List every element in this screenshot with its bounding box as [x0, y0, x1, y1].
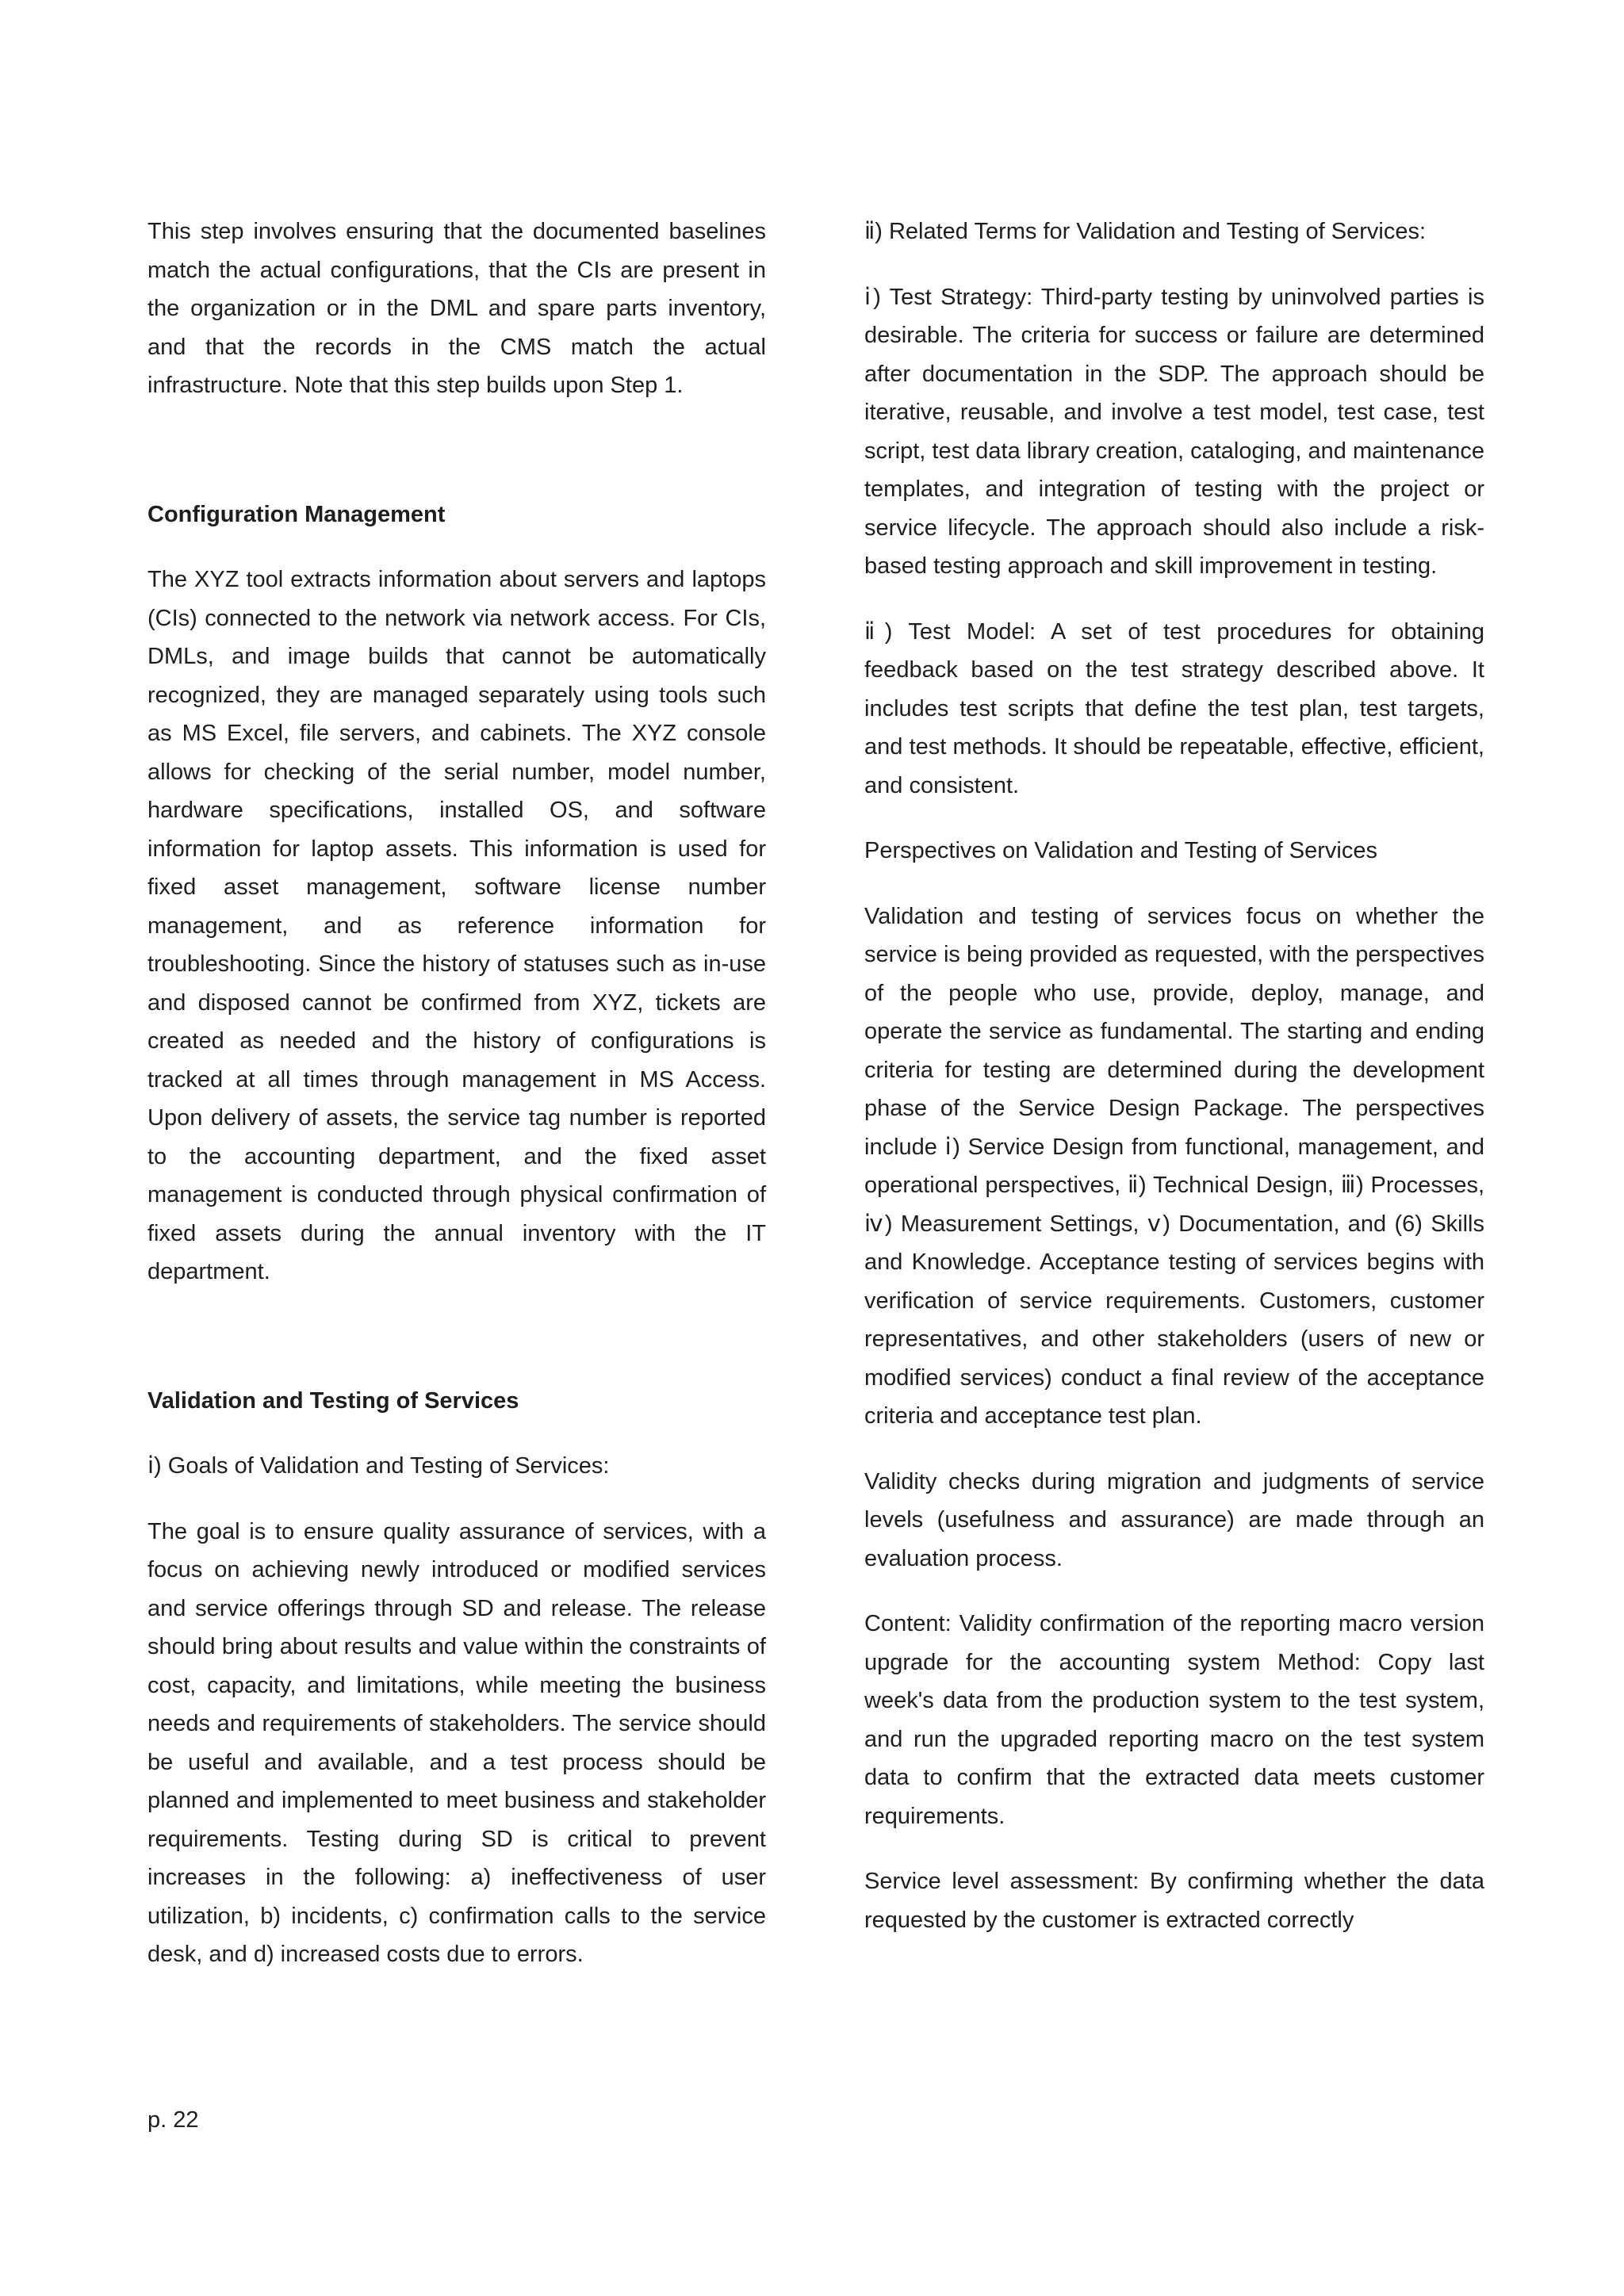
related-terms-title: ⅱ) Related Terms for Validation and Testing of Services: [864, 219, 1427, 244]
section-spacer [147, 1318, 766, 1382]
page-number: p. 22 [147, 2107, 199, 2133]
paragraph-perspectives: Validation and testing of services focus on whether the service is being provided as requested, with the perspectives of the people who use, provide, deploy, manage, and operate the service as fundamental. The starting and ending criteria for testing are determined during the development phase of the Service Design Package. The perspectives include ⅰ) Service Design from functional, management, and operational perspectives, ⅱ) Technical Design, ⅲ) Processes, ⅳ) Measurement Settings, ⅴ) Documentation, and (6) Skills and Knowledge. Acceptance testing of services begins with verification of service requirements. Customers, customer representatives, and other stakeholders (users of new or modified services) conduct a final review of the acceptance criteria and acceptance test plan. [864, 903, 1484, 1429]
section-spacer [147, 432, 766, 496]
paragraph-configuration-management: The XYZ tool extracts information about servers and laptops (CIs) connected to the network via network access. For CIs, DMLs, and image builds that cannot be automatically recognized, they are managed separately using tools such as MS Excel, file servers, and cabinets. The XYZ console allows for checking of the serial number, model number, hardware specifications, installed OS, and software information for laptop assets. This information is used for fixed asset management, software license number management, and as reference information for troubleshooting. Since the history of statuses such as in-use and disposed cannot be confirmed from XYZ, tickets are created as needed and the history of configurations is tracked at all times through management in MS Access. Upon delivery of assets, the service tag number is reported to the accounting department, and the fixed asset management is conducted through physical confirmation of fixed assets during the annual inventory with the IT department. [147, 567, 766, 1284]
left-column [147, 212, 766, 2001]
paragraph-test-model: ⅱ) Test Model: A set of test procedures for obtaining feedback based on the test strategy described above. It includes test scripts that define the test plan, test targets, and test methods. It should be repeatable, effective, efficient, and consistent. [864, 618, 1484, 798]
paragraph-validity-checks: Validity checks during migration and judgments of service levels (usefulness and assurance) are made through an evaluation process. [864, 1468, 1484, 1571]
heading-validation-testing: Validation and Testing of Services [147, 1387, 519, 1414]
right-column [864, 212, 1484, 1966]
goals-title: ⅰ) Goals of Validation and Testing of Services: [147, 1453, 610, 1479]
paragraph-service-level-assessment: Service level assessment: By confirming whether the data requested by the customer is extracted correctly [864, 1869, 1484, 1933]
perspectives-title: Perspectives on Validation and Testing of Services [864, 838, 1377, 863]
paragraph-goals: The goal is to ensure quality assurance of services, with a focus on achieving newly introduced or modified services and service offerings through SD and release. The release should bring about results and value within the constraints of cost, capacity, and limitations, while meeting the business needs and requirements of stakeholders. The service should be useful and available, and a test process should be planned and implemented to meet business and stakeholder requirements. Testing during SD is critical to prevent increases in the following: a) ineffectiveness of user utilization, b) incidents, c) confirmation calls to the service desk, and d) increased costs due to errors. [147, 1518, 766, 1967]
paragraph-test-strategy: ⅰ) Test Strategy: Third-party testing by uninvolved parties is desirable. The criteria for success or failure are determined after documentation in the SDP. The approach should be iterative, reusable, and involve a test model, test case, test script, test data library creation, cataloging, and maintenance templates, and integration of testing with the project or service lifecycle. The approach should also include a risk-based testing approach and skill improvement in testing. [864, 284, 1484, 579]
heading-configuration-management: Configuration Management [147, 501, 446, 527]
paragraph-content-method: Content: Validity confirmation of the reporting macro version upgrade for the accounting system Method: Copy last week's data from the production system to the test system, and run the upgraded reporting macro on the test system data to confirm that the extracted data meets customer requirements. [864, 1611, 1484, 1829]
paragraph-baseline-verification: This step involves ensuring that the documented baselines match the actual configurations, that the CIs are present in the organization or in the DML and spare parts inventory, and that the records in the CMS match the actual infrastructure. Note that this step builds upon Step 1. [147, 219, 766, 398]
